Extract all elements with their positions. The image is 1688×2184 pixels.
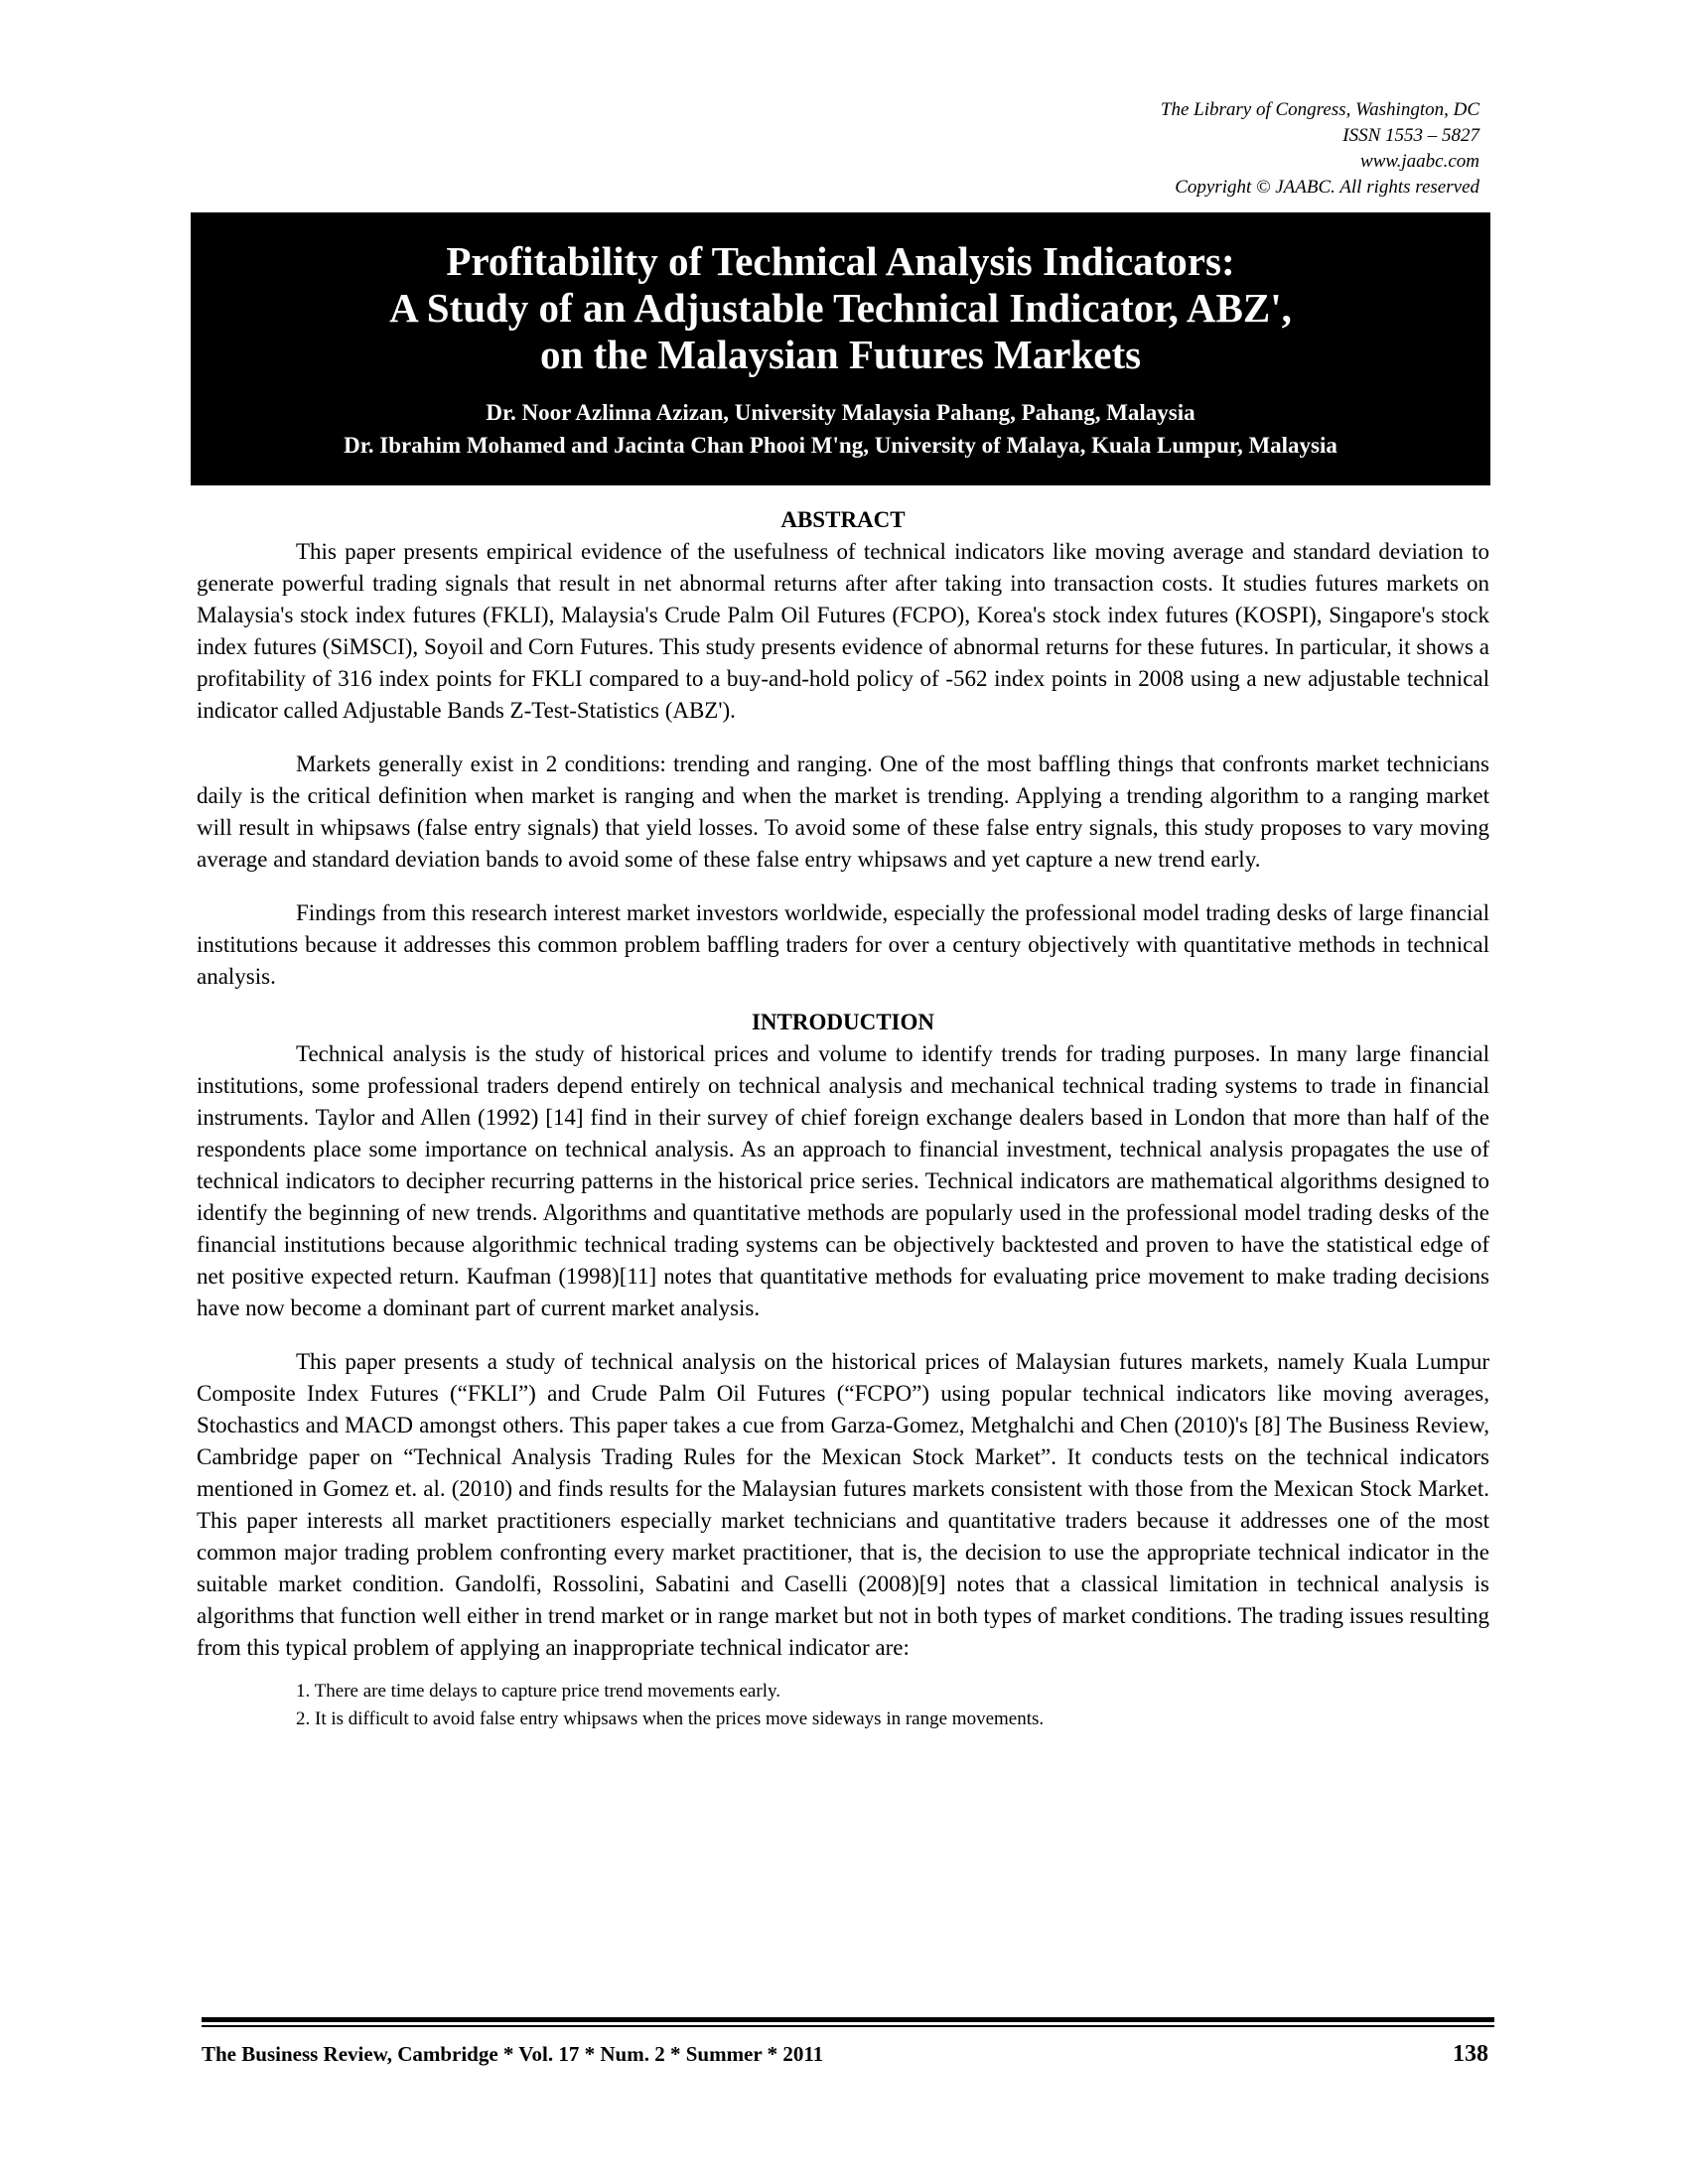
abstract-paragraph-3: Findings from this research interest market investors worldwide, especially the professional model trading desks of large financial institutions because it addresses this common problem baffling traders for over a century objectively with quantitative methods in technical analysis. — [197, 900, 1489, 989]
footer-rule-thin — [202, 2025, 1494, 2027]
title-banner — [191, 212, 1490, 485]
copyright-line: Copyright © JAABC. All rights reserved — [1175, 177, 1479, 198]
paper-body — [197, 504, 1489, 1733]
list-item: 1. There are time delays to capture price trend movements early. — [296, 1681, 780, 1702]
issues-list — [197, 1678, 1489, 1733]
page-number: 138 — [1453, 2041, 1488, 2067]
introduction-paragraph-1: Technical analysis is the study of historical prices and volume to identify trends for trading purposes. In many large financial institutions, some professional traders depend entirely on technical analysis and mechanical technical trading systems to trade in financial instruments. Taylor and Allen (1992) [14] find in their survey of chief foreign exchange dealers based in London that more than half of the respondents place some importance on technical analysis. As an approach to financial investment, technical analysis propagates the use of technical indicators to decipher recurring patterns in the historical price series. Technical indicators are mathematical algorithms designed to identify the beginning of new trends. Algorithms and quantitative methods are popularly used in the professional model trading desks of the financial institutions because algorithmic technical trading systems can be objectively backtested and proven to have the statistical edge of net positive expected return. Kaufman (1998)[11] notes that quantitative methods for evaluating price movement to make trading decisions have now become a dominant part of current market analysis. — [197, 1041, 1489, 1320]
author-line-1: Dr. Noor Azlinna Azizan, University Malaysia Pahang, Pahang, Malaysia — [486, 400, 1196, 425]
publication-info — [1161, 97, 1479, 201]
introduction-paragraph-2: This paper presents a study of technical analysis on the historical prices of Malaysian futures markets, namely Kuala Lumpur Composite Index Futures (“FKLI”) and Crude Palm Oil Futures (“FCPO”) using popular technical indicators like moving averages, Stochastics and MACD amongst others. This paper takes a cue from Garza-Gomez, Metghalchi and Chen (2010)'s [8] The Business Review, Cambridge paper on “Technical Analysis Trading Rules for the Mexican Stock Market”. It conducts tests on the technical indicators mentioned in Gomez et. al. (2010) and finds results for the Malaysian futures markets consistent with those from the Mexican Stock Market. This paper interests all market practitioners especially market technicians and quantitative traders because it addresses one of the most common major trading problem confronting every market practitioner, that is, the decision to use the appropriate technical indicator in the suitable market condition. Gandolfi, Rossolini, Sabatini and Caselli (2008)[9] notes that a classical limitation in technical analysis is algorithms that function well either in trend market or in range market but not in both types of market conditions. The trading issues resulting from this typical problem of applying an inappropriate technical indicator are: — [197, 1349, 1489, 1660]
library-line: The Library of Congress, Washington, DC — [1160, 99, 1479, 120]
title-line-2: A Study of an Adjustable Technical Indicator, ABZ', — [389, 285, 1292, 331]
list-item: 2. It is difficult to avoid false entry whipsaws when the prices move sideways in range movements. — [296, 1708, 1045, 1729]
abstract-heading: ABSTRACT — [780, 507, 906, 532]
authors-block — [191, 396, 1490, 462]
website-line: www.jaabc.com — [1360, 151, 1479, 172]
author-line-2: Dr. Ibrahim Mohamed and Jacinta Chan Phooi M'ng, University of Malaya, Kuala Lumpur, Malaysia — [344, 433, 1337, 458]
abstract-paragraph-2: Markets generally exist in 2 conditions: trending and ranging. One of the most baffling things that confronts market technicians daily is the critical definition when market is ranging and when the market is trending. Applying a trending algorithm to a ranging market will result in whipsaws (false entry signals) that yield losses. To avoid some of these false entry signals, this study proposes to vary moving average and standard deviation bands to avoid some of these false entry whipsaws and yet capture a new trend early. — [197, 751, 1489, 872]
title-line-1: Profitability of Technical Analysis Indicators: — [446, 238, 1235, 284]
title-line-3: on the Malaysian Futures Markets — [539, 332, 1142, 377]
introduction-heading: INTRODUCTION — [751, 1010, 935, 1034]
abstract-paragraph-1: This paper presents empirical evidence of the usefulness of technical indicators like moving average and standard deviation to generate powerful trading signals that result in net abnormal returns after after taking into transaction costs. It studies futures markets on Malaysia's stock index futures (FKLI), Malaysia's Crude Palm Oil Futures (FCPO), Korea's stock index futures (KOSPI), Singapore's stock index futures (SiMSCI), Soyoil and Corn Futures. This study presents evidence of abnormal returns for these futures. In particular, it shows a profitability of 316 index points for FKLI compared to a buy-and-hold policy of -562 index points in 2008 using a new adjustable technical indicator called Adjustable Bands Z-Test-Statistics (ABZ'). — [197, 539, 1489, 723]
journal-citation: The Business Review, Cambridge * Vol. 17 * Num. 2 * Summer * 2011 — [202, 2042, 824, 2066]
issn-line: ISSN 1553 – 5827 — [1342, 125, 1479, 146]
footer-rule — [202, 2017, 1494, 2022]
